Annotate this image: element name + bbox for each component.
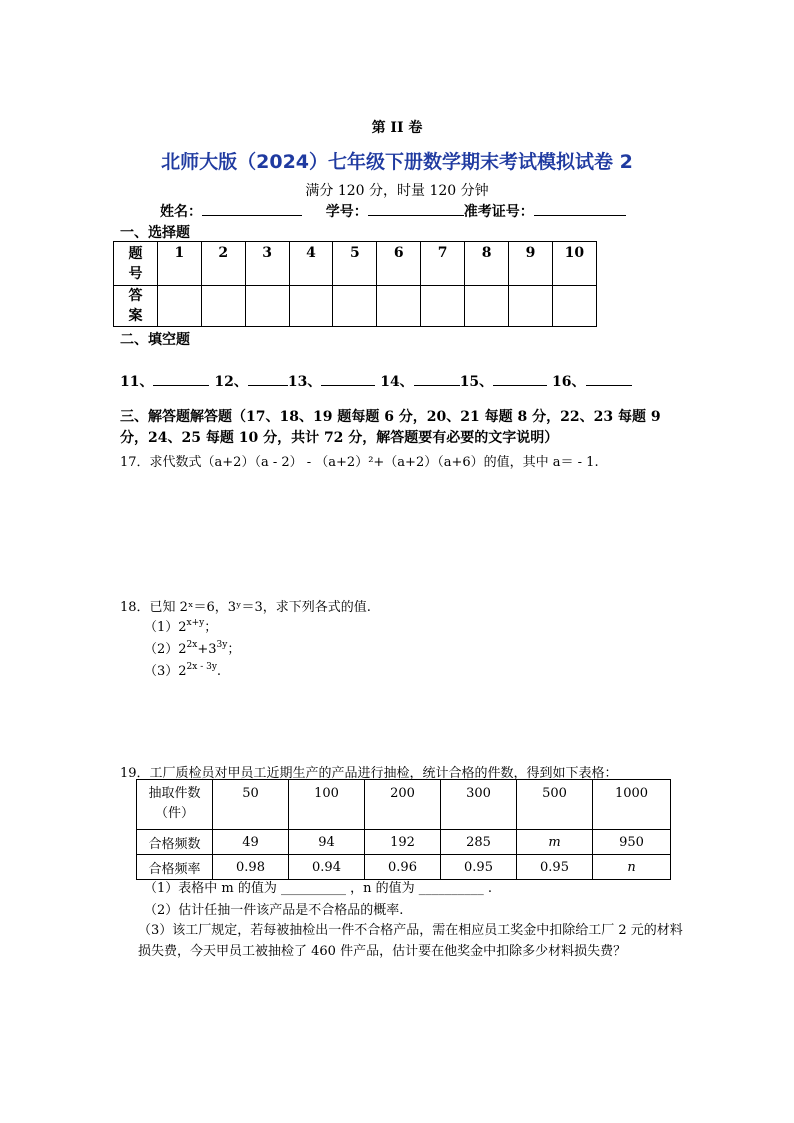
page-title: 北师大版（2024）七年级下册数学期末考试模拟试卷 2 bbox=[161, 151, 633, 173]
table-cell: 49 bbox=[213, 830, 289, 855]
table-cell: 0.95 bbox=[517, 855, 593, 880]
row-header-sample: 抽取件数 （件） bbox=[137, 780, 213, 830]
table-cell: 0.94 bbox=[289, 855, 365, 880]
question-18-part-2: $(2)2^{2x}+3^{3y}$； bbox=[144, 640, 241, 657]
table-cell: 94 bbox=[289, 830, 365, 855]
table-cell: 100 bbox=[289, 780, 365, 830]
question-number: 3 bbox=[245, 242, 289, 286]
fill-blank-line bbox=[120, 371, 632, 391]
table-cell: 285 bbox=[441, 830, 517, 855]
table-cell: m bbox=[517, 830, 593, 855]
table-cell: 300 bbox=[441, 780, 517, 830]
question-19-part-2: （2）估计任抽一件该产品是不合格品的概率. bbox=[144, 903, 404, 918]
row-header-qualified: 合格频数 bbox=[137, 830, 213, 855]
answer-cell[interactable] bbox=[289, 286, 333, 327]
answer-cell[interactable] bbox=[552, 286, 596, 327]
section-choice-title: 一、选择题 bbox=[120, 225, 190, 241]
name-label: 姓名： bbox=[160, 204, 202, 220]
blank-15[interactable] bbox=[493, 371, 547, 386]
table-cell: n bbox=[593, 855, 671, 880]
question-number: 10 bbox=[552, 242, 596, 286]
table-cell: 500 bbox=[517, 780, 593, 830]
question-19-part-1: （1）表格中 m 的值为 __________ ，n 的值为 __________ . bbox=[144, 881, 493, 896]
blank-label-12: 12、 bbox=[214, 374, 248, 390]
question-19-part-3: （3）该工厂规定，若每被抽检出一件不合格产品，需在相应员工奖金中扣除给工厂 2 元的材料损失费，今天甲员工被抽检了 460 件产品，估计要在他奖金中扣除多少材料损失费？ bbox=[138, 923, 683, 959]
answer-cell[interactable] bbox=[333, 286, 377, 327]
answer-grid bbox=[113, 241, 597, 327]
table-cell: 950 bbox=[593, 830, 671, 855]
table-cell: 192 bbox=[365, 830, 441, 855]
blank-label-11: 11、 bbox=[120, 374, 154, 390]
exam-info: 满分 120 分，时量 120 分钟 bbox=[305, 183, 489, 199]
table-cell: 0.98 bbox=[213, 855, 289, 880]
question-18-part-3: $(3)2^{2x - 3y}$. bbox=[144, 662, 222, 679]
answer-cell[interactable] bbox=[157, 286, 201, 327]
row-header-question: 题 号 bbox=[114, 242, 158, 286]
answer-cell[interactable] bbox=[465, 286, 509, 327]
name-field[interactable] bbox=[202, 201, 302, 216]
answer-cell[interactable] bbox=[421, 286, 465, 327]
blank-12[interactable] bbox=[248, 371, 288, 386]
id-field[interactable] bbox=[368, 201, 464, 216]
section-fill-title: 二、填空题 bbox=[120, 332, 190, 348]
exam-no-field[interactable] bbox=[534, 201, 626, 216]
answer-cell[interactable] bbox=[245, 286, 289, 327]
question-number: 2 bbox=[201, 242, 245, 286]
volume-label: 第 II 卷 bbox=[371, 120, 423, 136]
blank-13[interactable] bbox=[321, 371, 375, 386]
blank-label-15: 15、 bbox=[459, 374, 494, 390]
blank-11[interactable] bbox=[153, 371, 209, 386]
question-number: 1 bbox=[157, 242, 201, 286]
question-number: 6 bbox=[377, 242, 421, 286]
question-17: 17．求代数式（a+2）（a - 2） - （a+2）²+（a+2）（a+6）的值，其中 a＝ - 1. bbox=[120, 455, 599, 470]
table-cell: 50 bbox=[213, 780, 289, 830]
blank-14[interactable] bbox=[414, 371, 460, 386]
blank-label-13: 13、 bbox=[287, 374, 322, 390]
question-number: 7 bbox=[421, 242, 465, 286]
question-number: 4 bbox=[289, 242, 333, 286]
blank-label-14: 14、 bbox=[380, 374, 414, 390]
table-cell: 200 bbox=[365, 780, 441, 830]
student-info-line bbox=[160, 201, 626, 221]
id-label: 学号： bbox=[325, 204, 368, 220]
question-19-stem: 19．工厂质检员对甲员工近期生产的产品进行抽检，统计合格的件数，得到如下表格： bbox=[120, 766, 618, 781]
exam-no-label: 准考证号： bbox=[463, 204, 534, 220]
table-cell: 0.96 bbox=[365, 855, 441, 880]
answer-cell[interactable] bbox=[201, 286, 245, 327]
blank-label-16: 16、 bbox=[552, 374, 586, 390]
row-header-answer: 答 案 bbox=[114, 286, 158, 327]
blank-16[interactable] bbox=[586, 371, 632, 386]
frequency-table bbox=[136, 779, 671, 880]
question-number: 5 bbox=[333, 242, 377, 286]
answer-cell[interactable] bbox=[377, 286, 421, 327]
question-18-stem: 18．已知 2ˣ＝6，3ʸ＝3，求下列各式的值. bbox=[120, 600, 371, 615]
question-18-part-1: $(1)2^{x+y}$； bbox=[144, 618, 218, 635]
answer-cell[interactable] bbox=[509, 286, 553, 327]
row-header-rate: 合格频率 bbox=[137, 855, 213, 880]
table-cell: 0.95 bbox=[441, 855, 517, 880]
section-answer-title: 三、解答题解答题（17、18、19 题每题 6 分，20、21 每题 8 分，22、23 每题 9 分，24、25 每题 10 分，共计 72 分，解答题要有必要的文字说明） bbox=[120, 409, 661, 446]
question-number: 9 bbox=[509, 242, 553, 286]
question-number: 8 bbox=[465, 242, 509, 286]
table-cell: 1000 bbox=[593, 780, 671, 830]
